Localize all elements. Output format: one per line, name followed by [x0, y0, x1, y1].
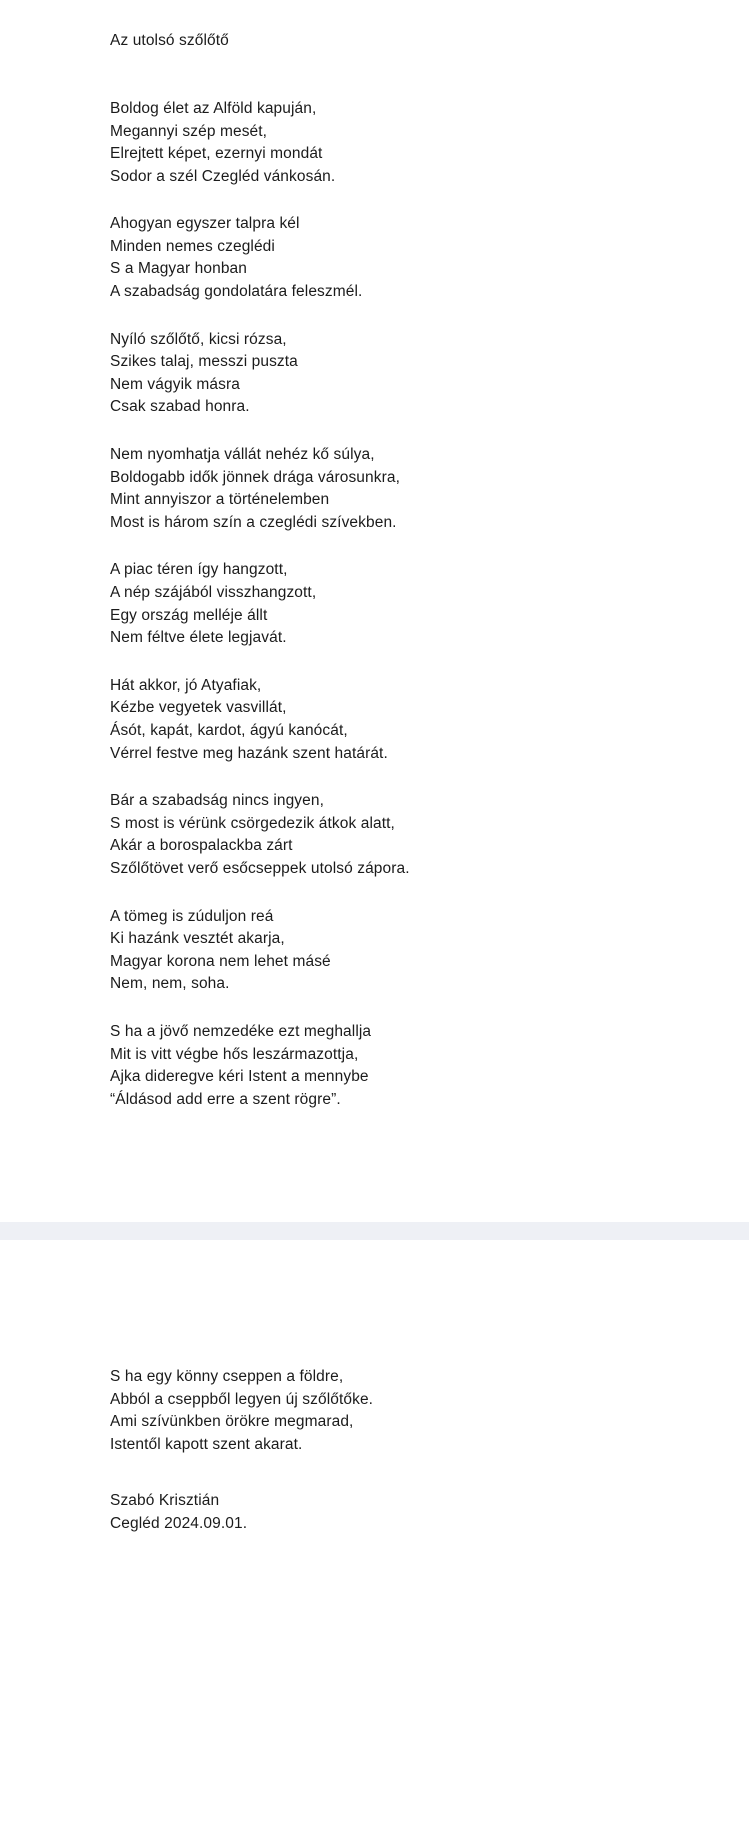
stanza — [110, 1366, 709, 1456]
poem-line: S ha a jövő nemzedéke ezt meghallja — [110, 1022, 372, 1040]
poem-line: Mit is vitt végbe hős leszármazottja, — [110, 1045, 359, 1063]
poem-body-page-2 — [110, 1240, 709, 1536]
poem-line: Magyar korona nem lehet másé — [110, 952, 331, 970]
page-2-content — [0, 1240, 749, 1536]
poem-body-page-1 — [110, 98, 709, 1111]
poem-line: Ajka dideregve kéri Istent a mennybe — [110, 1068, 369, 1086]
place-and-date: Cegléd 2024.09.01. — [110, 1514, 248, 1532]
poem-line: Sodor a szél Czegléd vánkosán. — [110, 167, 336, 185]
poem-line: Vérrel festve meg hazánk szent határát. — [110, 744, 388, 762]
document-page-2 — [0, 1240, 749, 1841]
poem-line: Hát akkor, jó Atyafiak, — [110, 676, 262, 694]
stanza — [110, 98, 709, 188]
page-separator — [0, 1222, 749, 1240]
poem-line: Nyíló szőlőtő, kicsi rózsa, — [110, 330, 287, 348]
poem-line: A nép szájából visszhangzott, — [110, 584, 317, 602]
poem-line: Boldogabb idők jönnek drága városunkra, — [110, 468, 400, 486]
poem-line: Ami szívünkben örökre megmarad, — [110, 1413, 354, 1431]
poem-line: Abból a cseppből legyen új szőlőtőke. — [110, 1390, 374, 1408]
poem-line: Most is három szín a czeglédi szívekben. — [110, 513, 397, 531]
stanza — [110, 213, 709, 303]
stanza — [110, 906, 709, 996]
stanza — [110, 444, 709, 534]
page-title: Az utolsó szőlőtő — [110, 32, 229, 49]
poem-line: Nem féltve élete legjavát. — [110, 629, 287, 647]
poem-line: A tömeg is zúduljon reá — [110, 907, 274, 925]
poem-line: Kézbe vegyetek vasvillát, — [110, 699, 287, 717]
stanza — [110, 1021, 709, 1111]
poem-line: S ha egy könny cseppen a földre, — [110, 1368, 344, 1385]
poem-line: Boldog élet az Alföld kapuján, — [110, 99, 317, 117]
poem-line: Minden nemes czeglédi — [110, 237, 275, 255]
stanza — [110, 329, 709, 419]
poem-line: Szikes talaj, messzi puszta — [110, 353, 298, 371]
poem-line: S most is vérünk csörgedezik átkok alatt, — [110, 814, 395, 832]
poem-line: Elrejtett képet, ezernyi mondát — [110, 145, 323, 163]
poem-line: S a Magyar honban — [110, 260, 247, 278]
poem-line: Nem nyomhatja vállát nehéz kő súlya, — [110, 446, 375, 464]
poem-line: Ásót, kapát, kardot, ágyú kanócát, — [110, 721, 348, 739]
poem-line: Ki hazánk vesztét akarja, — [110, 930, 285, 948]
poem-line: Nem vágyik másra — [110, 375, 240, 393]
author-name: Szabó Krisztián — [110, 1492, 220, 1510]
poem-line: Megannyi szép mesét, — [110, 122, 268, 140]
poem-line: Egy ország melléje állt — [110, 606, 268, 624]
stanza — [110, 675, 709, 765]
poem-line: Mint annyiszor a történelemben — [110, 491, 330, 509]
poem-line: “Áldásod add erre a szent rögre”. — [110, 1090, 341, 1108]
poem-line: Akár a borospalackba zárt — [110, 837, 293, 855]
author-signature — [110, 1490, 709, 1535]
poem-line: Csak szabad honra. — [110, 398, 250, 416]
poem-line: Bár a szabadság nincs ingyen, — [110, 792, 325, 810]
poem-line: Ahogyan egyszer talpra kél — [110, 215, 300, 233]
poem-line: Szőlőtövet verő esőcseppek utolsó zápora. — [110, 859, 410, 877]
poem-line: Istentől kapott szent akarat. — [110, 1435, 303, 1453]
stanza — [110, 559, 709, 649]
poem-line: A szabadság gondolatára feleszmél. — [110, 283, 363, 301]
poem-line: Nem, nem, soha. — [110, 975, 230, 993]
poem-line: A piac téren így hangzott, — [110, 561, 288, 579]
stanza — [110, 790, 709, 880]
